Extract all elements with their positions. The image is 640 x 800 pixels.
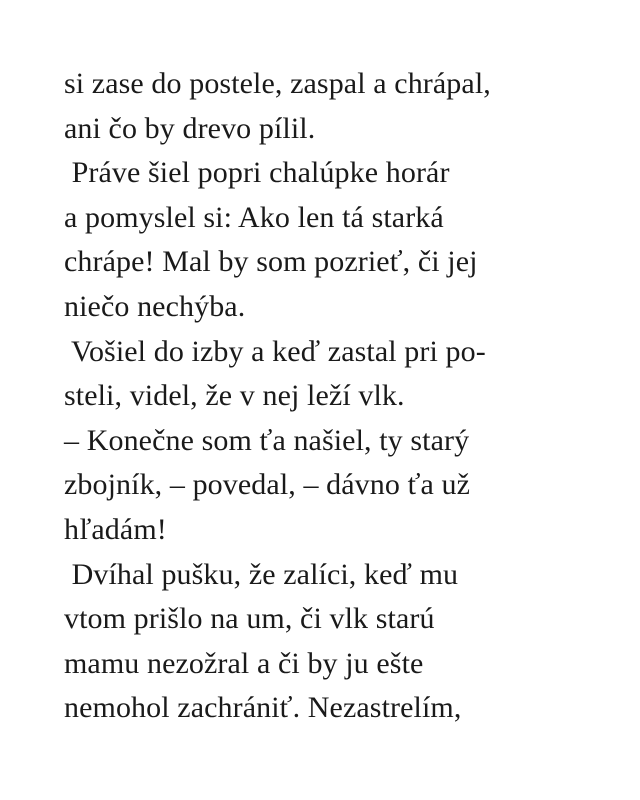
- text-line: si zase do postele, zaspal a chrápal,: [64, 67, 491, 100]
- text-line: Dvíhal pušku, že zalíci, keď mu: [64, 557, 459, 591]
- text-line: chrápe! Mal by som pozrieť, či jej: [64, 245, 478, 279]
- text-line: mamu nezožral a či by ju ešte: [64, 646, 424, 680]
- text-line: – Konečne som ťa našiel, ty starý: [64, 423, 470, 457]
- text-line: a pomyslel si: Ako len tá starká: [64, 200, 444, 234]
- text-line: zbojník, – povedal, – dávno ťa už: [64, 468, 471, 502]
- text-line: Práve šiel popri chalúpke horár: [64, 156, 450, 190]
- text-line: ani čo by drevo pílil.: [64, 111, 316, 145]
- story-text: [64, 62, 584, 731]
- text-line: vtom prišlo na um, či vlk starú: [64, 602, 435, 636]
- text-line: hľadám!: [64, 512, 167, 546]
- text-line: Vošiel do izby a keď zastal pri po-: [64, 334, 486, 368]
- text-line: nemohol zachrániť. Nezastrelím,: [64, 691, 462, 725]
- text-line: steli, videl, že v nej leží vlk.: [64, 379, 405, 413]
- text-line: niečo nechýba.: [64, 289, 246, 323]
